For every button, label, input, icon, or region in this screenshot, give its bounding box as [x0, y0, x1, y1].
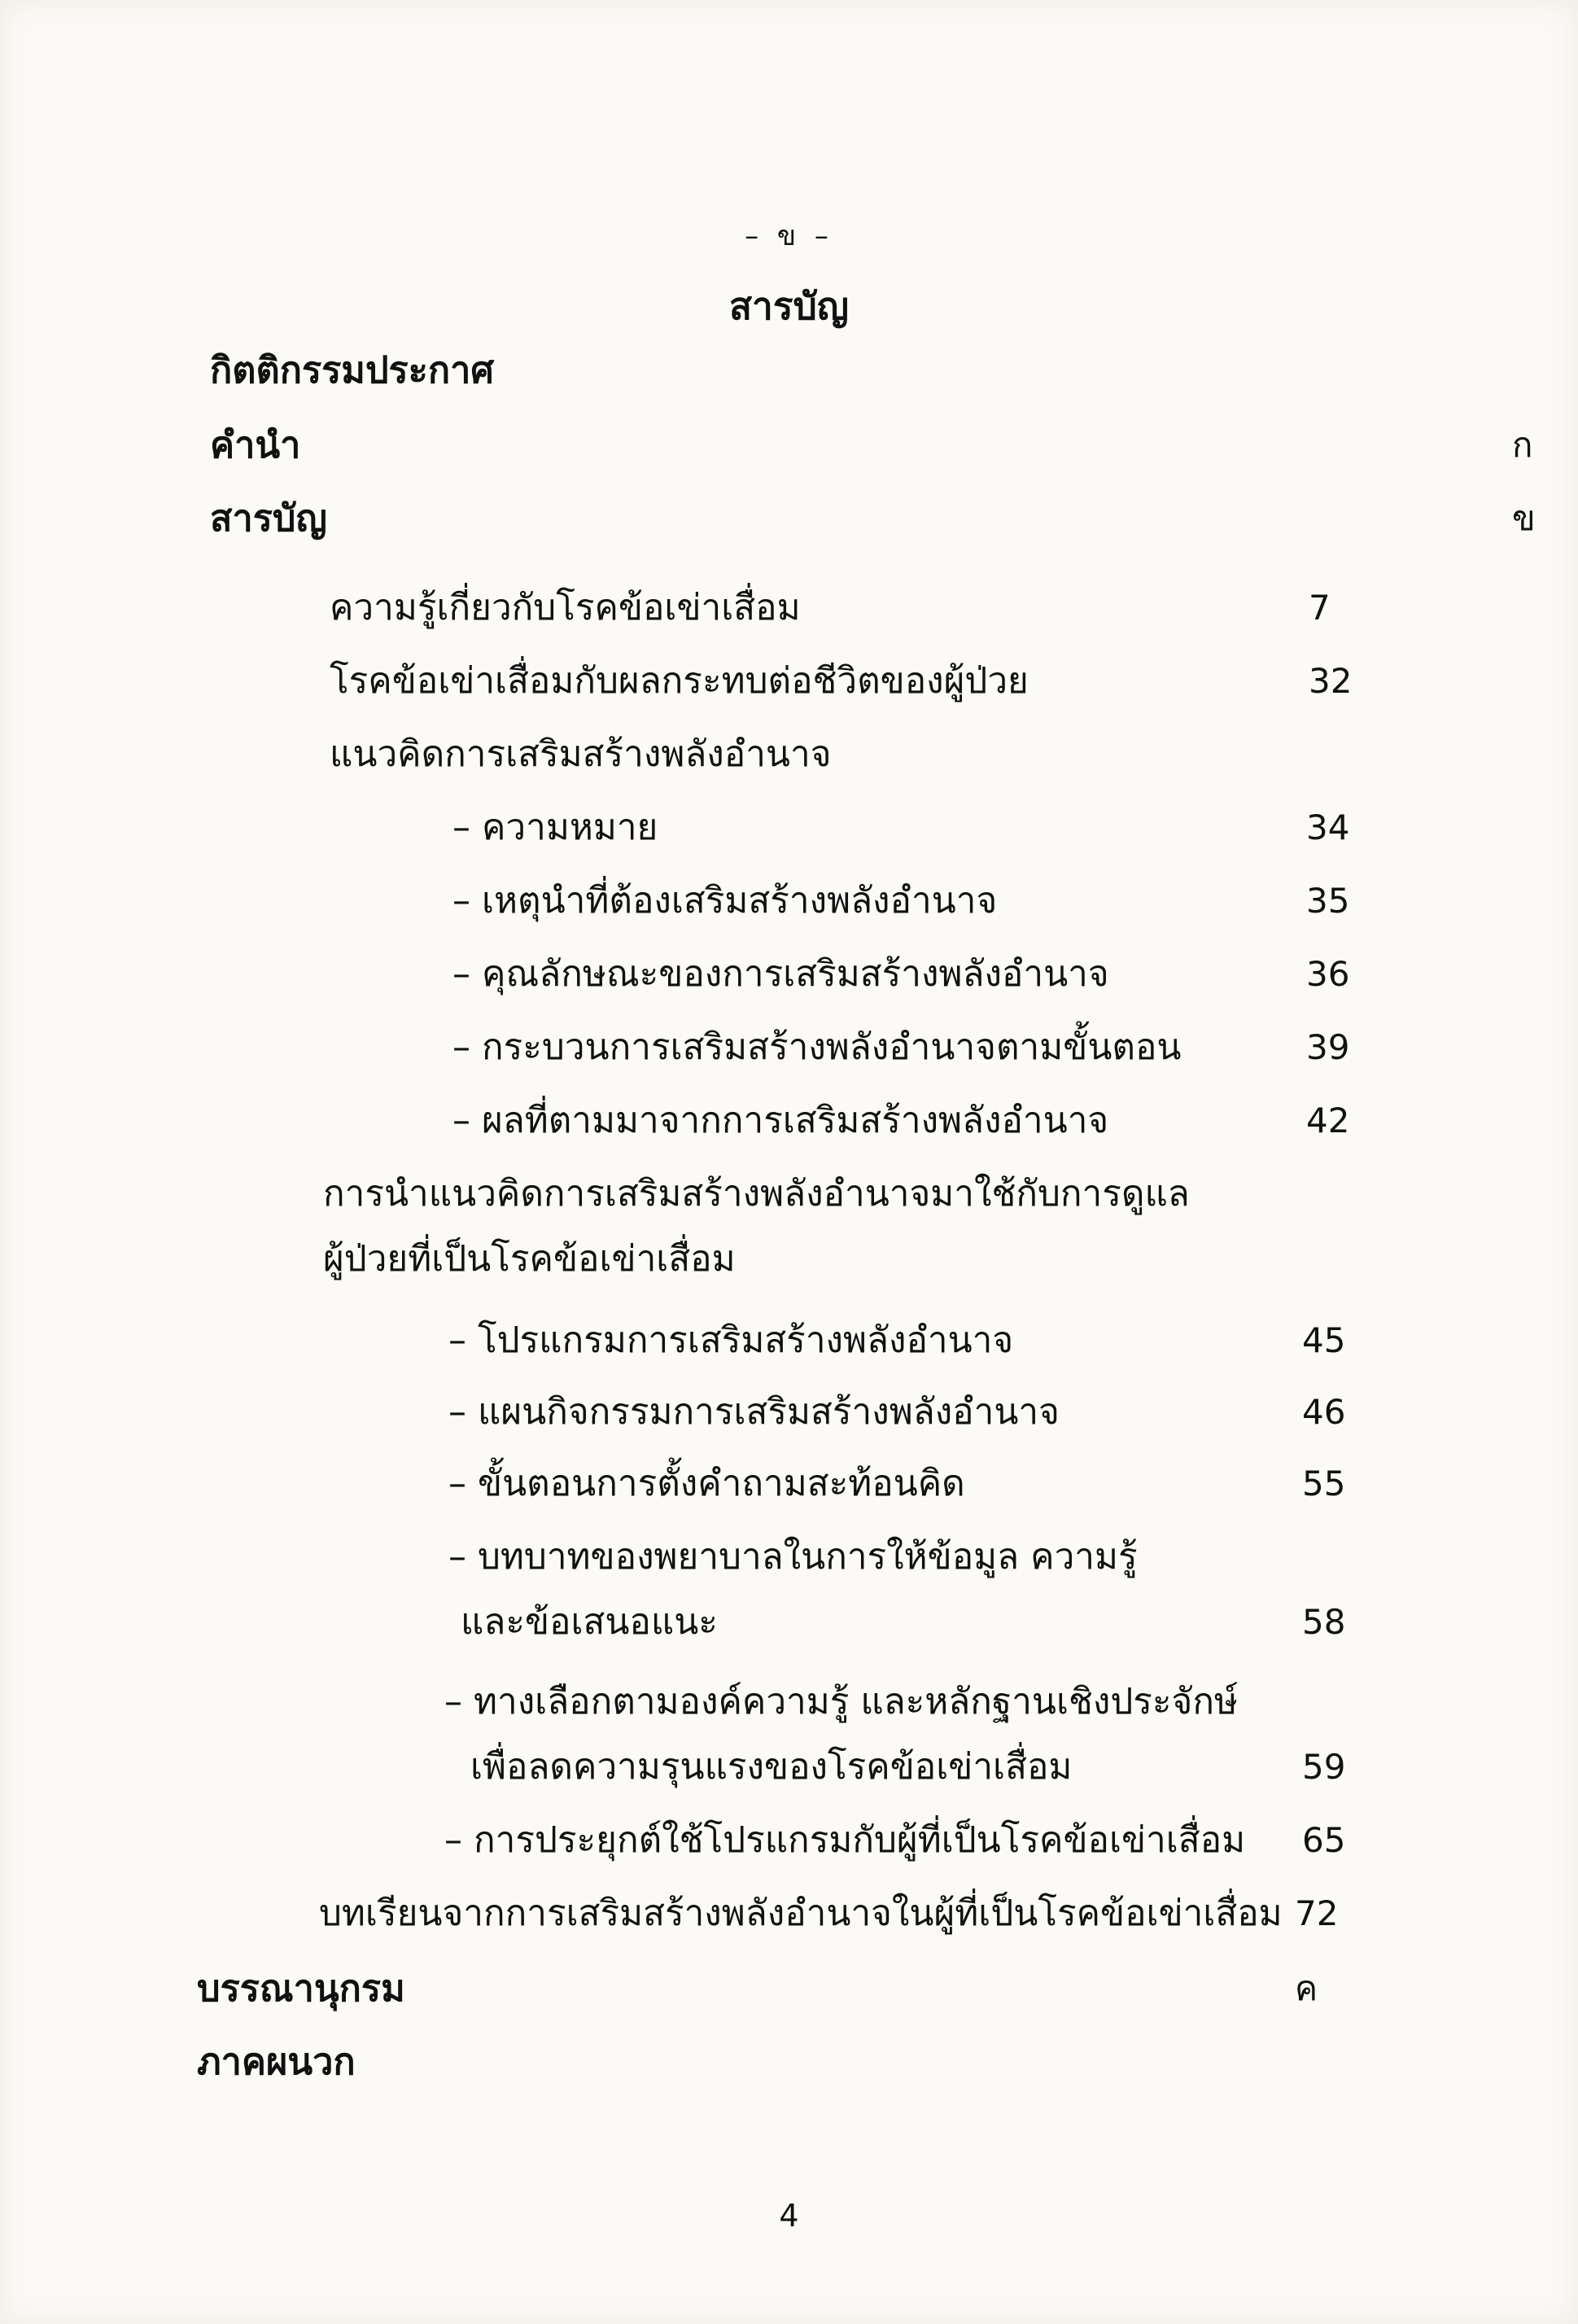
toc-entry-page: 36: [1306, 954, 1350, 994]
toc-entry-page: 55: [1302, 1464, 1346, 1503]
toc-entry-page: 42: [1306, 1101, 1350, 1140]
toc-entry-page: 45: [1302, 1320, 1346, 1360]
toc-entry-text: ภาคผนวก: [197, 2040, 356, 2083]
toc-entry-text: และข้อเสนอแนะ: [461, 1601, 718, 1643]
toc-entry-text: – เหตุนำที่ต้องเสริมสร้างพลังอำนาจ: [452, 880, 998, 921]
toc-entry-page: 72: [1295, 1893, 1339, 1933]
toc-title: สารบัญ: [728, 284, 849, 328]
toc-entry-text: บทเรียนจากการเสริมสร้างพลังอำนาจในผู้ที่เป็นโรคข้อเข่าเสื่อม: [319, 1893, 1283, 1934]
toc-entry-page: 7: [1309, 588, 1331, 628]
toc-entry-page: ก: [1512, 425, 1533, 465]
toc-entry-page: 65: [1302, 1820, 1346, 1860]
toc-entry-page: 39: [1306, 1027, 1350, 1067]
toc-entry-text: กิตติกรรมประกาศ: [210, 348, 494, 392]
toc-entry-text: โรคข้อเข่าเสื่อมกับผลกระทบต่อชีวิตของผู้ป่วย: [330, 660, 1029, 702]
page-number: 4: [779, 2198, 799, 2234]
toc-entry-text: – โปรแกรมการเสริมสร้างพลังอำนาจ: [448, 1320, 1014, 1361]
toc-entry-text: – คุณลักษณะของการเสริมสร้างพลังอำนาจ: [452, 953, 1109, 995]
toc-entry-text: คำนำ: [210, 423, 301, 466]
toc-entry-text: – บทบาทของพยาบาลในการให้ข้อมูล ความรู้: [448, 1536, 1138, 1578]
toc-entry-text: การนำแนวคิดการเสริมสร้างพลังอำนาจมาใช้กับการดูแล: [323, 1173, 1190, 1215]
toc-entry-text: ผู้ป่วยที่เป็นโรคข้อเข่าเสื่อม: [323, 1238, 736, 1280]
toc-entry-text: สารบัญ: [210, 497, 327, 540]
toc-entry-page: 34: [1306, 807, 1350, 847]
toc-entry-text: ความรู้เกี่ยวกับโรคข้อเข่าเสื่อม: [330, 587, 801, 628]
toc-entry-text: – ความหมาย: [452, 807, 658, 848]
toc-entry-text: แนวคิดการเสริมสร้างพลังอำนาจ: [330, 733, 832, 775]
toc-entry-page: 35: [1306, 881, 1350, 921]
toc-entry-text: – ผลที่ตามมาจากการเสริมสร้างพลังอำนาจ: [452, 1100, 1109, 1141]
toc-entry-page: 58: [1302, 1602, 1346, 1642]
toc-entry-text: – ทางเลือกตามองค์ความรู้ และหลักฐานเชิงประจักษ์: [444, 1681, 1238, 1722]
toc-entry-text: เพื่อลดความรุนแรงของโรคข้อเข่าเสื่อม: [470, 1746, 1073, 1788]
toc-entry-text: – กระบวนการเสริมสร้างพลังอำนาจตามขั้นตอน: [452, 1026, 1182, 1068]
roman-page-label: – ข –: [745, 220, 833, 252]
toc-entry-page: 46: [1302, 1392, 1346, 1432]
toc-entry-text: บรรณานุกรม: [197, 1967, 405, 2010]
toc-entry-text: – การประยุกต์ใช้โปรแกรมกับผู้ที่เป็นโรคข้อเข่าเสื่อม: [444, 1819, 1246, 1861]
toc-entry-page: 59: [1302, 1747, 1346, 1787]
toc-entry-text: – แผนกิจกรรมการเสริมสร้างพลังอำนาจ: [448, 1391, 1060, 1433]
toc-entry-text: – ขั้นตอนการตั้งคำถามสะท้อนคิด: [448, 1463, 965, 1504]
toc-entry-page: ค: [1295, 1968, 1318, 2008]
toc-entry-page: ข: [1512, 498, 1536, 538]
toc-entry-page: 32: [1309, 661, 1353, 701]
